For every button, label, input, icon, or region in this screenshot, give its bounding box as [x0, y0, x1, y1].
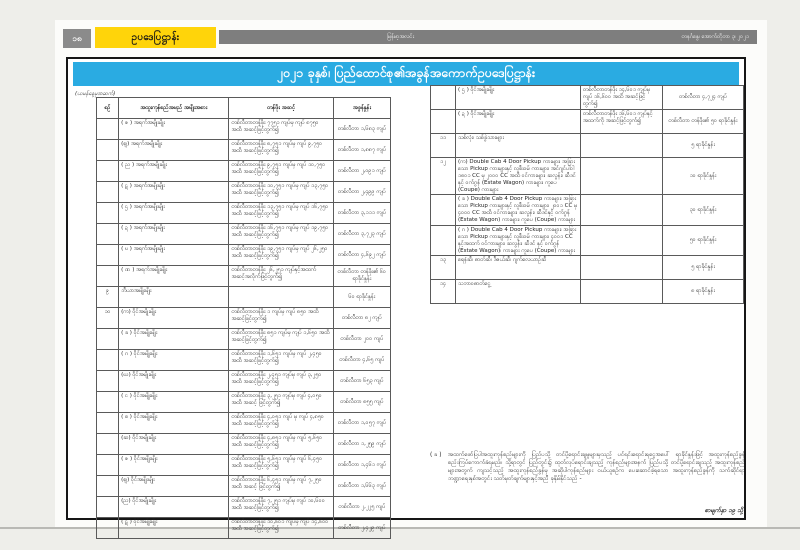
cell-serial: ၁၄ — [431, 280, 456, 304]
cell-goods-name: (ဆ) ဝိုင်အမျိုးမျိုး — [119, 434, 229, 455]
cell-serial — [97, 245, 119, 266]
cell-serial — [431, 195, 456, 226]
cell-value-tier: တစ်လီတာတန်ဖိုး ၉,၇၅၁ ကျပ်မှ ကျပ် ၁၀,၇၅၀ အထိ အဆင့်ဖြင့်တွက်၍ — [229, 161, 333, 182]
cell-serial — [431, 110, 456, 134]
col-header-goods-type: အထူးကုန်စည်အမည် အမျိုးအစား — [119, 98, 229, 119]
cell-value-tier: တစ်လီတာတန်ဖိုး ၇,၂၅၁ ကျပ်မှ ကျပ် ၁၀,၆၀၀ အထိ အဆင့်ဖြင့်တွက်၍ — [229, 497, 333, 518]
cell-value-tier — [581, 158, 663, 195]
cell-serial: ၁၁ — [431, 134, 456, 158]
table-row — [431, 158, 744, 195]
cell-value-tier: တစ်လီတာတန်ဖိုး ၁၀,၇၅၁ ကျပ်မှ ကျပ် ၁၃,၇၅၀ အထိ အဆင့်ဖြင့်တွက်၍ — [229, 182, 333, 203]
table-row — [97, 476, 391, 497]
cell-tax-rate: ၆၀ ရာခိုင်နှုန်း — [333, 287, 390, 308]
col-header-value-tier: တန်ဖိုး အဆင့် — [229, 98, 333, 119]
cell-goods-name: ( ဂ ) ဝိုင်အမျိုးမျိုး — [119, 350, 229, 371]
cell-value-tier: တစ်လီတာတန်ဖိုး ၂၆,၂၅၁ ကျပ်နှင့်အထက် အဆင့်အလိုက်ဖြင့်တွက်၍ — [229, 266, 333, 287]
cell-goods-name: သစ်လုံး၊ သစ်ခွဲသားများ — [456, 134, 581, 158]
continuation-to-page: စာမျက်နှာ ၁၉ သို့ — [704, 507, 743, 514]
cell-tax-rate: တစ်လီတာ ၁,၂၅၉ ကျပ် — [333, 434, 390, 455]
section-banner: ဥပဒေပြဋ္ဌာန်း — [95, 27, 216, 48]
table-row — [97, 518, 391, 539]
cell-serial — [97, 140, 119, 161]
cell-serial — [431, 225, 456, 256]
cell-serial — [97, 434, 119, 455]
cell-goods-name: (ဈ) အရက်အမျိုးမျိုး — [119, 140, 229, 161]
table-header-row — [97, 98, 391, 119]
table-row — [431, 280, 744, 304]
cell-goods-name: သဘာဝဓာတ်ငွေ့ — [456, 280, 581, 304]
cell-tax-rate: ၈ ရာခိုင်နှုန်း — [663, 280, 744, 304]
cell-serial — [97, 350, 119, 371]
specific-goods-table-right — [430, 85, 744, 304]
table-row — [97, 203, 391, 224]
cell-serial — [97, 329, 119, 350]
cell-value-tier: တစ်လီတာတန်ဖိုး ၈,၇၅၁ ကျပ်မှ ကျပ် ၉,၇၅၀ အထိ အဆင့်ဖြင့်တွက်၍ — [229, 140, 333, 161]
cell-goods-name: ( ခ ) ဝိုင်အမျိုးမျိုး — [119, 329, 229, 350]
table-row — [97, 350, 391, 371]
table-row — [431, 134, 744, 158]
table-row — [97, 371, 391, 392]
cell-value-tier — [581, 225, 663, 256]
cell-serial — [97, 266, 119, 287]
cell-goods-name: ( ဎ ) အရက်အမျိုးမျိုး — [119, 245, 229, 266]
cell-goods-name: ( ဍ ) အရက်အမျိုးမျိုး — [119, 224, 229, 245]
cell-tax-rate: ၅၀ ရာခိုင်နှုန်း — [663, 225, 744, 256]
tax-table-right — [430, 85, 743, 445]
cell-tax-rate: တစ်လီတာ ၁,၀၅၇ ကျပ် — [333, 413, 390, 434]
cell-tax-rate: ၁၀ ရာခိုင်နှုန်း — [663, 158, 744, 195]
cell-goods-name: ( ည ) အရက်အမျိုးမျိုး — [119, 161, 229, 182]
cell-tax-rate: တစ်လီတာ ၂၀၀ ကျပ် — [333, 329, 390, 350]
cell-tax-rate: တစ်လီတာ ၁,၈၈၇ ကျပ် — [333, 140, 390, 161]
table-row — [97, 392, 391, 413]
cell-goods-name: (ည) ဝိုင်အမျိုးမျိုး — [119, 497, 229, 518]
cell-value-tier: တစ်လီတာတန်ဖိုး ၇၇၅၁ ကျပ်မှ ကျပ် ၈၇၅၀ အထိ အဆင့်ဖြင့်တွက်၍ — [229, 119, 333, 140]
cell-goods-name: ( ဋ ) ဝိုင်အမျိုးမျိုး — [119, 518, 229, 539]
cell-tax-rate: တစ်လီတာ ၁,၆၈၃ ကျပ် — [333, 119, 390, 140]
table-row — [97, 413, 391, 434]
cell-tax-rate: တစ်လီတာ ၃,၇၂၃ ကျပ် — [333, 224, 390, 245]
cell-value-tier: တစ်လီတာတန်ဖိုး ၄,၈၅၁ ကျပ်မှ ကျပ် ၅,၆၅၀ အထိ အဆင့်ဖြင့်တွက်၍ — [229, 434, 333, 455]
table-row — [97, 266, 391, 287]
cell-value-tier: တစ်လီတာတန်ဖိုး ၄,၀၅၁ ကျပ် မှ ကျပ် ၄,၈၅၀ အထိ အဆင့်ဖြင့်တွက်၍ — [229, 413, 333, 434]
cell-serial — [97, 161, 119, 182]
table-row — [97, 329, 391, 350]
cell-goods-name: ( ဇ ) ဝိုင်အမျိုးမျိုး — [119, 455, 229, 476]
cell-serial: ၁၀ — [97, 308, 119, 329]
col-header-tax-rate: အခွန်နှုန်း — [333, 98, 390, 119]
cell-value-tier: တစ်လီတာတန်ဖိုး ၈၅၁ ကျပ်မှ ကျပ် ၁,၆၅၀ အထိ အဆင့်ဖြင့်တွက်၍ — [229, 329, 333, 350]
table-row — [431, 256, 744, 280]
cell-goods-name: ( ဌ ) ဝိုင်အမျိုးမျိုး — [456, 86, 581, 110]
cell-tax-rate: တစ်လီတာ ၂,၄၉၉ ကျပ် — [333, 182, 390, 203]
cell-value-tier: တစ်လီတာတန်ဖိုး ၂,၄၅၁ ကျပ်မှ ကျပ် ၃,၂၅၀ အထိ အဆင့်ဖြင့်တွက်၍ — [229, 371, 333, 392]
masthead-date: တနင်္ဂနွေ၊ အောက်တိုဘာ ၃၊ ၂၀၂၁ — [681, 34, 749, 40]
cell-tax-rate: ၅ ရာခိုင်နှုန်း — [663, 134, 744, 158]
cell-serial — [97, 119, 119, 140]
continued-from-note: (ယမန်နေ့မှအဆက်) — [75, 91, 116, 97]
table-row — [431, 225, 744, 256]
tax-table-left — [96, 97, 391, 532]
cell-value-tier: တစ်လီတာတန်ဖိုး ၁၃,၇၅၁ ကျပ်မှ ကျပ် ၁၆,၇၅၀ အထိ အဆင့်ဖြင့်တွက်၍ — [229, 203, 333, 224]
cell-tax-rate: တစ်လီတာ ၂,၄၂၉ ကျပ် — [333, 518, 390, 539]
table-row — [97, 245, 391, 266]
cell-goods-name: ဘီယာအမျိုးမျိုး — [119, 287, 229, 308]
cell-value-tier: တစ်လီတာတန်ဖိုး ၁၀,၆၀၁ ကျပ်မှ ကျပ် ၁၄,၆၀၀ အထိ အဆင့်ဖြင့်တွက်၍ — [229, 518, 333, 539]
cell-value-tier — [581, 256, 663, 280]
cell-tax-rate: တစ်လီတာ ၄,၇၂၄ ကျပ် — [663, 86, 744, 110]
cell-serial — [97, 203, 119, 224]
table-row — [97, 287, 391, 308]
table-row — [97, 140, 391, 161]
cell-tax-rate: တစ်လီတာ ၄,၆၅ ကျပ် — [333, 350, 390, 371]
cell-value-tier — [581, 195, 663, 226]
footnote-label: ( ခ ) — [430, 452, 442, 458]
cell-serial — [97, 518, 119, 539]
cell-tax-rate: တစ်လီတာ ၁,၆၆၃ ကျပ် — [333, 476, 390, 497]
cell-serial: ၁၃ — [431, 256, 456, 280]
table-row — [97, 308, 391, 329]
cell-serial — [97, 182, 119, 203]
table-row — [97, 182, 391, 203]
page-number-badge: ၁၈ — [63, 29, 91, 48]
cell-tax-rate: တစ်လီတာ ၂,၂၂၅ ကျပ် — [333, 497, 390, 518]
cell-goods-name: ( င ) ဝိုင်အမျိုးမျိုး — [119, 392, 229, 413]
cell-value-tier: တစ်လီတာတန်ဖိုး ၁၉,၇၅၁ ကျပ်မှ ကျပ် ၂၆,၂၅၀ အထိ အဆင့်ဖြင့်တွက်၍ — [229, 245, 333, 266]
cell-tax-rate: တစ်လီတာ ၈၅၅ ကျပ် — [333, 392, 390, 413]
cell-serial — [97, 476, 119, 497]
footnote-paragraph — [430, 451, 745, 483]
cell-goods-name: ( ဂ ) Double Cab 4 Door Pickup ကားများ၊ အခြားသော Pickup ကားများနှင့် လူစီးဝမ် ကားများ၊ ၄၀၀၁ CC နှင့်အထက် ဝင်ကားများ၊ ဆလွန်း၊ ဆီဒင် နှင့် ဝက်ဂွန် (Estate Wagon)၊ ကားများ ကူပေ (Coupe) ကားများ — [456, 225, 581, 256]
cell-goods-name: ( ဏ ) အရက်အမျိုးမျိုး — [119, 266, 229, 287]
table-row — [431, 195, 744, 226]
masthead-paper-name: မြန်မာ့အလင်း — [387, 34, 414, 40]
cell-tax-rate: တစ်လီတာ ၄,၆၉၂ ကျပ် — [333, 245, 390, 266]
cell-goods-name: (ဈ) ဝိုင်အမျိုးမျိုး — [119, 476, 229, 497]
law-title-bar: ၂၀၂၁ ခုနှစ်၊ ပြည်ထောင်စု၏အခွန်အကောက်ဥပဒေပြဋ္ဌာန်း — [73, 62, 739, 86]
table-row — [97, 161, 391, 182]
cell-serial — [97, 371, 119, 392]
table-row — [97, 434, 391, 455]
cell-goods-name: ( ဇ ) အရက်အမျိုးမျိုး — [119, 119, 229, 140]
cell-value-tier — [229, 287, 333, 308]
cell-serial — [431, 86, 456, 110]
cell-tax-rate: ၃၀ ရာခိုင်နှုန်း — [663, 195, 744, 226]
table-row — [431, 110, 744, 134]
cell-serial: ၁၂ — [431, 158, 456, 195]
table-row — [97, 224, 391, 245]
cell-goods-name: (က) Double Cab 4 Door Pickup ကားများ၊ အခြားသော Pickup ကားများနှင့် လူစီးဝမ် ကားများ၊ အင်ဂျင်ပါဝါ ၁၈၀၁ CC မှ ၂၀၀၀ CC အထိ ဝင်ကားများ၊ ဆလွန်း၊ ဆီဒင်နှင့် ဝက်ဂွန် (Estate Wagon) ကားများ၊ ကူပေ (Coupe) ကားများ — [456, 158, 581, 195]
cell-value-tier — [581, 280, 663, 304]
cell-tax-rate: တစ်လီတာ ၂,၀၉၁ ကျပ် — [333, 161, 390, 182]
col-header-serial: စဉ် — [97, 98, 119, 119]
table-row — [97, 455, 391, 476]
cell-goods-name: ( ခ ) Double Cab 4 Door Pickup ကားများ၊ အခြားသော Pickup ကားများနှင့် လူစီးဝမ် ကားများ၊ ၂၀၀၁ CC မှ ၄၀၀၀ CC အထိ ဝင်ကားများ၊ ဆလွန်း၊ ဆီဒင်နှင့် ဝက်ဂွန် (Estate Wagon) ကားများ၊ ကူပေ (Coupe) ကားများ — [456, 195, 581, 226]
cell-value-tier: တစ်လီတာတန်ဖိုး ၁၆,၇၅၁ ကျပ်မှ ကျပ် ၁၉,၇၅၀ အထိ အဆင့်ဖြင့်တွက်၍ — [229, 224, 333, 245]
cell-serial: ၉ — [97, 287, 119, 308]
cell-value-tier: တစ်လီတာတန်ဖိုး ၁,၆၅၁ ကျပ်မှ ကျပ် ၂,၄၅၀ အထိ အဆင့်ဖြင့်တွက်၍ — [229, 350, 333, 371]
cell-serial — [97, 497, 119, 518]
cell-goods-name: ရေနံဆီ၊ ဓာတ်ဆီ၊ ဒီဇယ်ဆီ၊ ဂျက်လေယာဉ်ဆီ — [456, 256, 581, 280]
cell-goods-name: ( ဌ ) အရက်အမျိုးမျိုး — [119, 203, 229, 224]
cell-tax-rate: တစ်လီတာ ၃,၁၁၁ ကျပ် — [333, 203, 390, 224]
cell-goods-name: (ဃ) ဝိုင်အမျိုးမျိုး — [119, 371, 229, 392]
masthead-bar — [219, 30, 757, 44]
table-row — [97, 497, 391, 518]
cell-goods-name: (က) ဝိုင်အမျိုးမျိုး — [119, 308, 229, 329]
table-row — [431, 86, 744, 110]
cell-serial — [97, 413, 119, 434]
cell-goods-name: ( စ ) ဝိုင်အမျိုးမျိုး — [119, 413, 229, 434]
specific-goods-table-left — [96, 97, 391, 539]
cell-serial — [97, 392, 119, 413]
cell-value-tier: တစ်လီတာတန်ဖိုး ၁၆,၆၀၁ ကျပ်နှင့် အထက်ကို အဆင့်ဖြင့်တွက်၍ — [581, 110, 663, 134]
cell-serial — [97, 455, 119, 476]
cell-tax-rate: တစ်လီတာ ၁,၄၆၁ ကျပ် — [333, 455, 390, 476]
table-row — [97, 119, 391, 140]
cell-tax-rate: ၅ ရာခိုင်နှုန်း — [663, 256, 744, 280]
cell-tax-rate: တစ်လီတာ ၆၅၃ ကျပ် — [333, 371, 390, 392]
cell-tax-rate: တစ်လီတာ တန်ဖိုး၏ ၅၀ ရာခိုင်နှုန်း — [663, 110, 744, 134]
cell-value-tier: တစ်လီတာတန်ဖိုး ၃,၂၅၁ ကျပ်မှ ကျပ် ၄,၀၅၀ အထိ အဆင့် ဖြင့်တွက်၍ — [229, 392, 333, 413]
cell-value-tier — [581, 134, 663, 158]
cell-goods-name: ( ဋ ) အရက်အမျိုးမျိုး — [119, 182, 229, 203]
cell-tax-rate: တစ်လီတာ ၈၂ ကျပ် — [333, 308, 390, 329]
cell-goods-name: ( ဍ ) ဝိုင်အမျိုးမျိုး — [456, 110, 581, 134]
cell-value-tier: တစ်လီတာတန်ဖိုး ၅,၆၅၁ ကျပ်မှ ကျပ် ၆,၄၅၀ အထိ အဆင့်ဖြင့်တွက်၍ — [229, 455, 333, 476]
footnote-text: အထက်ဖော်ပြပါအထူးကုန်စည်များကို ပြည်ပသို့ တင်ပို့ရောင်းချမှုများမှသည့် ပင်ရင်းရောင်းရငွေအပေါ် ရာခိုင်နှုန်းဖြင့် အထူးကုန်စည်ခွန် စည်းကြပ်ကောက်ခံရမည်။ သို့ရာတွင် ပြည်တွင်း၌ ထုတ်လုပ်ရောင်းချသည့် ကုန်စည်များအနက် ပြည်ပသို့ တင်ပို့ရောင်းချသည့် အထူးကုန်စည်များအတွက် ကျသင့်သည့် အထူးကုန်စည်ခွန်မှ အဆိုပါကုန်စည်များ ဝယ်ယူစဉ်က ပေးဆောင်ခဲ့ရသော အထူးကုန်စည်ခွန်ကို သက်ဆိုင်ရာ ဘဏ္ဍာရေးနှစ်အတွင်း သတ်မှတ်ချက်များနှင့်အညီ ခုနှိမ်နိုင်သည် - — [448, 452, 745, 483]
cell-value-tier: တစ်လီတာတန်ဖိုး ၆,၄၅၁ ကျပ်မှ ကျပ် ၇,၂၅၀ အထိ အဆင့် ဖြင့်တွက်၍ — [229, 476, 333, 497]
cell-serial — [97, 224, 119, 245]
cell-value-tier: တစ်လီတာတန်ဖိုး ၁၄,၆၀၁ ကျပ်မှ ကျပ် ၁၆,၆၀၀ အထိ အဆင့်ဖြင့်တွက်၍ — [581, 86, 663, 110]
cell-tax-rate: တစ်လီတာ တန်ဖိုး၏ ၆၀ ရာခိုင်နှုန်း — [333, 266, 390, 287]
cell-value-tier: တစ်လီတာတန်ဖိုး ၁ ကျပ်မှ ကျပ် ၈၅၀ အထိ အဆင့်ဖြင့်တွက်၍ — [229, 308, 333, 329]
